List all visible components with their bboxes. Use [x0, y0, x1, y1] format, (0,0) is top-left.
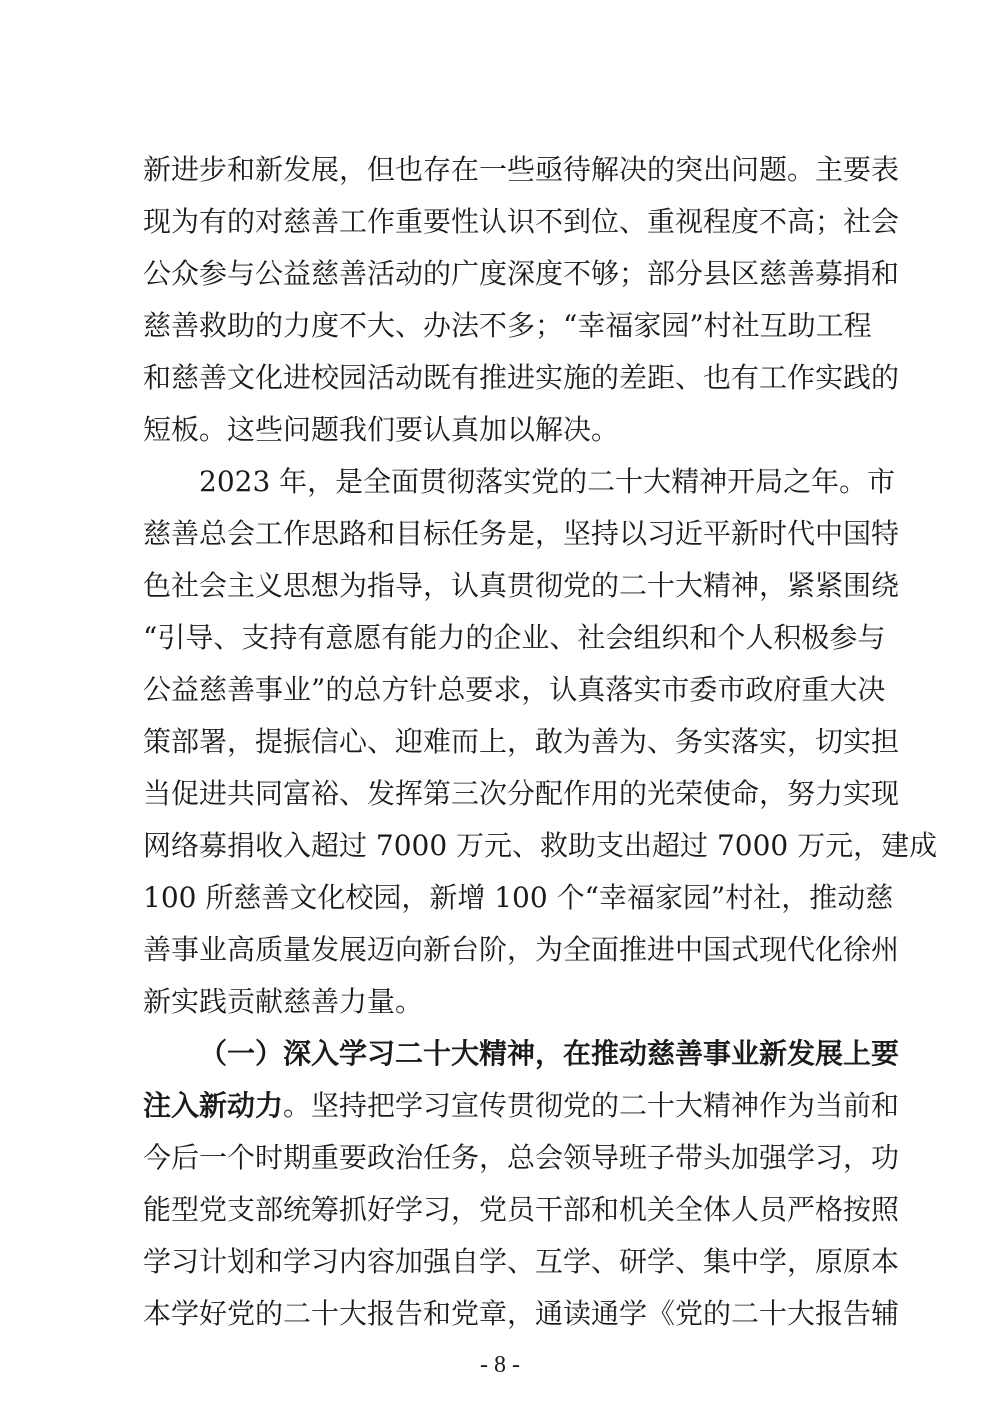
body-text-line: 现为有的对慈善工作重要性认识不到位、重视程度不高；社会 [143, 205, 900, 238]
body-text-line: 色社会主义思想为指导，认真贯彻党的二十大精神，紧紧围绕 [143, 569, 900, 602]
body-text-line: 新进步和新发展，但也存在一些亟待解决的突出问题。主要表 [143, 153, 900, 186]
body-text-line: 100 所慈善文化校园，新增 100 个“幸福家园”村社，推动慈 [143, 881, 894, 914]
body-text-line: 策部署，提振信心、迎难而上，敢为善为、务实落实，切实担 [143, 725, 900, 758]
body-text-line: 网络募捐收入超过 7000 万元、救助支出超过 7000 万元，建成 [143, 829, 938, 862]
body-text-line: 能型党支部统筹抓好学习，党员干部和机关全体人员严格按照 [143, 1193, 900, 1226]
section-heading-tail: 注入新动力 [143, 1089, 284, 1122]
section-heading: （一）深入学习二十大精神，在推动慈善事业新发展上要 [199, 1037, 900, 1070]
body-text-line: 公众参与公益慈善活动的广度深度不够；部分县区慈善募捐和 [143, 257, 900, 290]
body-text-inline: 。坚持把学习宣传贯彻党的二十大精神作为当前和 [283, 1089, 900, 1122]
body-text-line: 公益慈善事业”的总方针总要求，认真落实市委市政府重大决 [143, 673, 886, 706]
body-text-line: 慈善救助的力度不大、办法不多；“幸福家园”村社互助工程 [143, 309, 872, 342]
paragraph-first-line: 2023 年，是全面贯彻落实党的二十大精神开局之年。市 [199, 465, 896, 498]
body-text-line: 慈善总会工作思路和目标任务是，坚持以习近平新时代中国特 [143, 517, 900, 550]
body-text-line: “引导、支持有意愿有能力的企业、社会组织和个人积极参与 [143, 621, 886, 654]
body-text-line: 本学好党的二十大报告和党章，通读通学《党的二十大报告辅 [143, 1297, 900, 1330]
section-heading-continuation [143, 1080, 900, 1132]
body-text-line: 和慈善文化进校园活动既有推进实施的差距、也有工作实践的 [143, 361, 900, 394]
body-text-line: 今后一个时期重要政治任务，总会领导班子带头加强学习，功 [143, 1141, 900, 1174]
page-number: - 8 - [480, 1352, 520, 1378]
body-text-line: 善事业高质量发展迈向新台阶，为全面推进中国式现代化徐州 [143, 933, 900, 966]
body-text-line: 短板。这些问题我们要认真加以解决。 [143, 413, 620, 446]
body-text-line: 当促进共同富裕、发挥第三次分配作用的光荣使命，努力实现 [143, 777, 900, 810]
body-text-line: 学习计划和学习内容加强自学、互学、研学、集中学，原原本 [143, 1245, 900, 1278]
body-text-line: 新实践贡献慈善力量。 [143, 985, 424, 1018]
